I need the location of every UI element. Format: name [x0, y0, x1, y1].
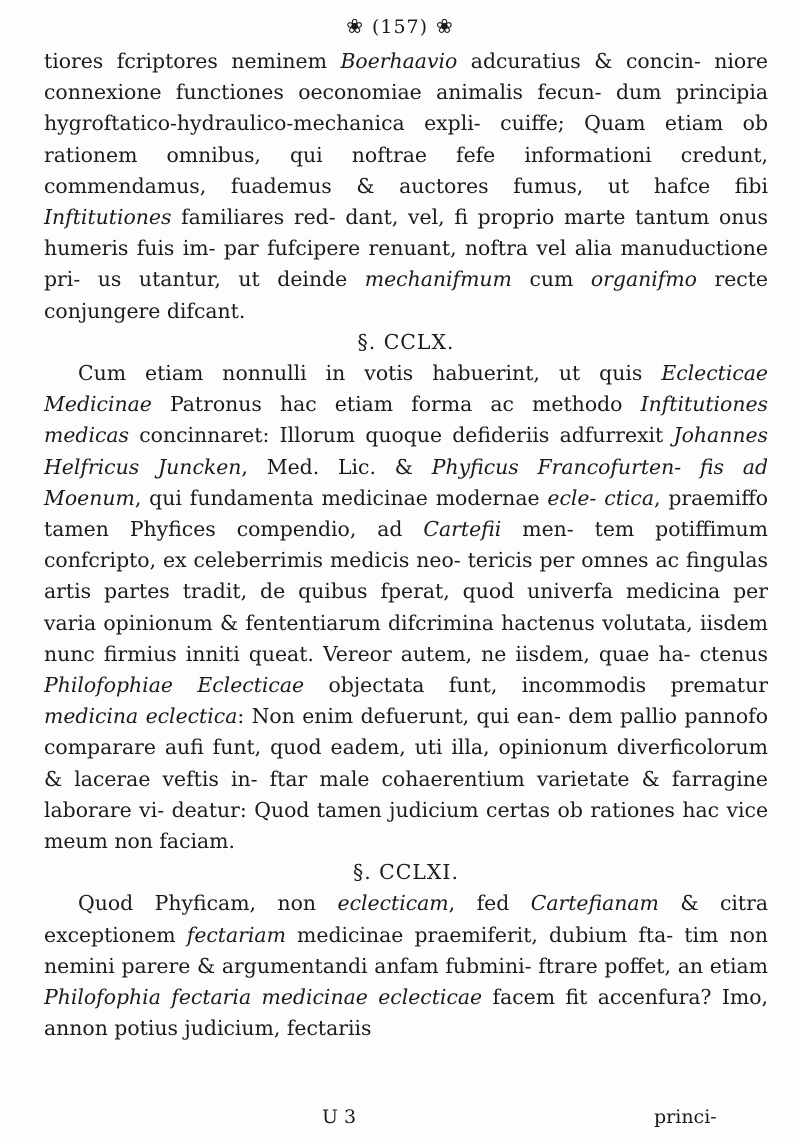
text-run: dum principia hygroftatico-hydraulico-mechanica expli-	[44, 80, 768, 136]
text-run: meum non faciam.	[44, 829, 235, 854]
italic-term: mechanifmum	[364, 267, 512, 292]
text-run: concinnaret: Illorum quoque defideriis adfurrexit	[129, 423, 664, 448]
text-run: deatur: Quod tamen judicium certas ob rationes hac vice	[171, 797, 769, 822]
italic-name: Boerhaavio	[340, 49, 458, 73]
italic-term: medicina eclectica	[44, 704, 238, 729]
text-run: exceptionem	[44, 922, 187, 947]
body-text	[44, 46, 768, 1045]
text-run: objectata funt, incommodis	[304, 673, 647, 698]
text-run: tiores fcriptores neminem	[44, 49, 341, 73]
text-run: , fed	[448, 891, 531, 916]
italic-term: fis ad Moenum	[44, 454, 768, 510]
text-run: , praemiffo tamen Phyfices compendio, ad	[44, 485, 769, 542]
text-run: & citra	[658, 891, 769, 916]
text-run: facem fit accenfura? Imo, annon potius judicium, fectariis	[44, 985, 769, 1041]
italic-term: ctica	[604, 485, 654, 510]
text-run: , Med. Lic. &	[241, 454, 432, 479]
text-run: auctores fumus, ut hafce fibi	[399, 173, 768, 198]
text-run: niore connexione functiones oeconomiae animalis fecun-	[44, 49, 768, 105]
italic-name: Johannes Helfricus Juncken	[44, 423, 768, 479]
page-number: (157)	[371, 16, 429, 38]
text-run: cuiffe; Quam etiam ob rationem omnibus, qui noftrae	[44, 111, 769, 167]
italic-term: fectariam	[186, 922, 286, 947]
fleuron-right-icon: ❀	[436, 14, 454, 38]
section-heading-cclxi: §. CCLXI.	[353, 860, 459, 885]
fleuron-left-icon: ❀	[346, 14, 364, 38]
paragraph-1	[44, 46, 768, 327]
text-run: fefe informationi credunt, commendamus, fuademus &	[44, 142, 769, 198]
paragraph-3	[44, 888, 768, 1044]
text-run: prematur	[670, 673, 769, 698]
signature-mark: U 3	[322, 1106, 357, 1128]
italic-term: organifmo	[590, 267, 697, 292]
text-run: fententiarum difcrimina hactenus volutata, iisdem nunc	[44, 610, 768, 666]
text-run: fperat, quod univerfa medicina per varia opinionum &	[44, 579, 768, 635]
text-run: cum	[511, 267, 591, 292]
text-run: men-	[501, 517, 574, 542]
text-run: ftrare poffet, an etiam	[538, 953, 769, 978]
text-run: familiares red-	[171, 205, 336, 230]
section-heading-cclx: §. CCLX.	[357, 329, 455, 354]
italic-name: Cartefii	[423, 517, 502, 542]
text-run: tem potiffimum confcripto, ex celeberrimis medicis neo-	[44, 517, 769, 573]
text-run: Quod Phyficam, non	[78, 891, 338, 916]
text-run: : Non enim defuerunt, qui ean-	[237, 704, 561, 729]
text-run: dant, vel, fi proprio marte tantum onus humeris fuis im-	[44, 205, 769, 261]
text-run: medicinae praemiferit, dubium fta-	[285, 922, 674, 947]
text-run: tim non nemini parere & argumentandi anfam fubmini-	[44, 922, 768, 978]
text-run: recte	[696, 267, 768, 292]
text-run: firmius inniti queat. Vereor autem, ne iisdem, quae ha-	[103, 641, 691, 666]
italic-term: Inftitutiones	[640, 392, 768, 417]
italic-term: eclecticam	[337, 891, 449, 916]
italic-term: ecle-	[547, 485, 597, 510]
running-header	[0, 14, 800, 38]
text-run: ftar male cohaerentium varietate & farragine laborare vi-	[44, 766, 768, 822]
italic-term: Inftitutiones	[44, 205, 172, 230]
italic-term: medicas	[44, 423, 130, 448]
text-run: uti illa, opinionum diverficolorum & lacerae veftis in-	[44, 735, 769, 791]
italic-term: Cartefianam	[530, 891, 659, 916]
italic-term: Medicinae	[44, 392, 152, 417]
italic-term: Eclecticae	[661, 361, 768, 386]
text-run: adcuratius & concin-	[457, 49, 701, 73]
text-run: , qui fundamenta medicinae modernae	[134, 485, 548, 510]
italic-term: Phyficus Francofurten-	[431, 454, 682, 479]
italic-term: Philofophiae Eclecticae	[44, 673, 305, 698]
text-run: tericis per omnes ac fingulas artis partes tradit, de quibus	[44, 548, 769, 604]
text-run: Patronus hac etiam forma ac methodo	[151, 392, 641, 417]
catchword: princi-	[654, 1106, 717, 1128]
text-run: Cum etiam nonnulli in votis habuerint, ut quis	[78, 361, 662, 386]
text-run: par fufcipere renuant, noftra vel alia manuductione pri-	[44, 236, 768, 292]
text-run: dem pallio pannofo comparare aufi funt, quod eadem,	[44, 704, 768, 760]
paragraph-2	[44, 358, 768, 857]
text-run: ctenus	[699, 641, 769, 666]
italic-term: Philofophia fectaria medicinae eclecticae	[44, 985, 483, 1010]
text-run: conjungere difcant.	[44, 298, 246, 323]
text-run: us utantur, ut deinde	[97, 267, 365, 292]
